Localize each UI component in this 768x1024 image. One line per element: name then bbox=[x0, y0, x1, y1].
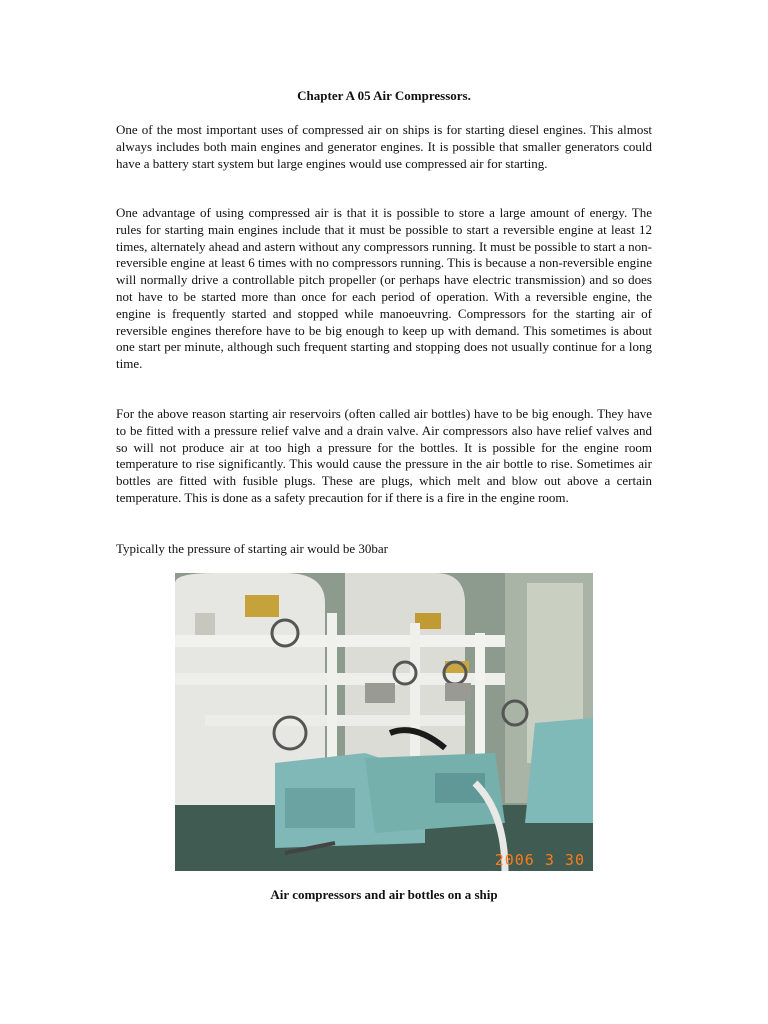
photo-caption: Air compressors and air bottles on a ship bbox=[270, 887, 498, 902]
paragraph-3: For the above reason starting air reservoirs (often called air bottles) have to be big enough. They have to be fitted with a pressure relief valve and a drain valve. Air compressors also have relief valves and so will not produce air at too high a pressure for the bottles. It is possible for the engine room temperature to rise significantly. This would cause the pressure in the air bottle to rise. Sometimes air bottles are fitted with fusible plugs. These are plugs, which melt and blow out above a certain temperature. This is done as a safety precaution for if there is a fire in the engine room. bbox=[116, 406, 652, 505]
paragraph-2: One advantage of using compressed air is that it is possible to store a large amount of energy. The rules for starting main engines include that it must be possible to start a reversible engine at least 12 times, alternately ahead and astern without any compressors running. It must be possible to start a non-reversible engine at least 6 times with no compressors running. This is because a non-reversible engine will normally drive a controllable pitch propeller (or perhaps have electric transmission) and so does not have to be started more than once for each period of operation. With a reversible engine, the engine is frequently started and stopped while manoeuvring. Compressors for the starting air of reversible engines therefore have to be big enough to keep up with demand. This sometimes is about one start per minute, although such frequent starting and stopping does not usually continue for a long time. bbox=[116, 205, 652, 372]
compressor-photo bbox=[175, 573, 593, 871]
paragraph-1: One of the most important uses of compressed air on ships is for starting diesel engines. This almost always includes both main engines and generator engines. It is possible that smaller generators could have a battery start system but large engines would use compressed air for starting. bbox=[116, 122, 652, 171]
paragraph-4: Typically the pressure of starting air would be 30bar bbox=[116, 541, 389, 556]
photo-date-stamp: 2006 3 30 bbox=[494, 851, 585, 869]
compressor-photo-illustration bbox=[175, 573, 593, 871]
chapter-title: Chapter A 05 Air Compressors. bbox=[297, 88, 471, 103]
